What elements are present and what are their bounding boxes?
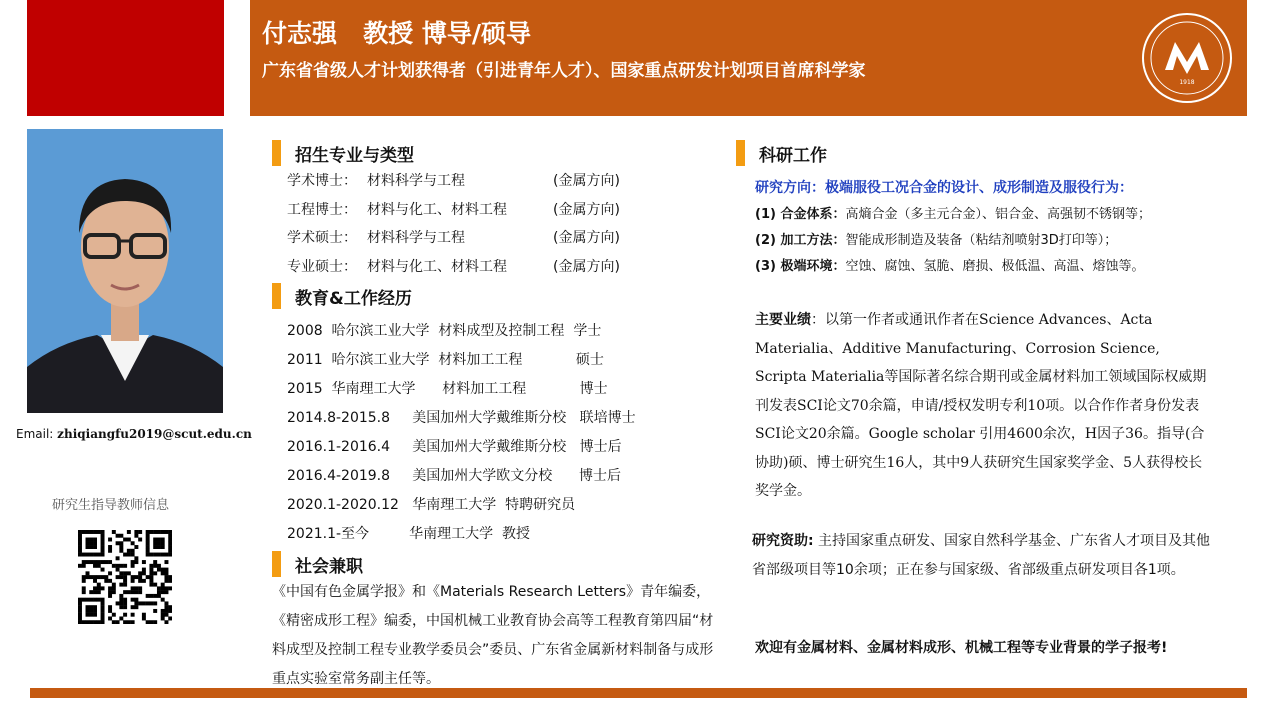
education-row: 2016.1-2016.4 美国加州大学戴维斯分校 博士后 — [287, 439, 622, 455]
research-item-label: (3) 极端环境： — [755, 259, 846, 274]
research-item-text: 智能成形制造及装备（粘结剂喷射3D打印等）； — [845, 233, 1118, 248]
education-row: 2008 哈尔滨工业大学 材料成型及控制工程 学士 — [287, 323, 602, 339]
funding-text: 主持国家重点研发、国家自然科学基金、广东省人才项目及其他省部级项目等10余项；正在参与国家级、省部级重点研发项目各1项。 — [752, 533, 1211, 578]
education-row: 2016.4-2019.8 美国加州大学欧文分校 博士后 — [287, 468, 621, 484]
section-education — [272, 283, 412, 309]
header-subtitle: 广东省省级人才计划获得者（引进青年人才）、国家重点研发计划项目首席科学家 — [262, 61, 866, 81]
admission-dir: (金属方向) — [553, 230, 620, 246]
section-bar — [272, 140, 281, 166]
guide-label: 研究生指导教师信息 — [52, 498, 170, 513]
admission-dir: (金属方向) — [553, 258, 620, 275]
section-bar — [272, 283, 281, 309]
section-research — [736, 140, 827, 166]
email-address[interactable]: zhiqiangfu2019@scut.edu.cn — [57, 427, 252, 441]
logo-year: 1918 — [1179, 79, 1195, 86]
funding-label: 研究资助: — [752, 533, 814, 549]
research-item — [755, 229, 1117, 248]
education-row: 2015 华南理工大学 材料加工工程 博士 — [287, 381, 608, 397]
research-item — [755, 203, 1151, 222]
section-title-education: 教育&工作经历 — [295, 288, 412, 309]
header-banner — [250, 0, 1247, 116]
service-text: 《中国有色金属学报》和《Materials Research Letters》青年编委，《精密成形工程》编委，中国机械工业教育协会高等工程教育第四届“材料成型及控制工程专业教学委员会”委员、广东省金属新材料制备与成形重点实验室常务副主任等。 — [272, 584, 714, 687]
red-corner-block — [27, 0, 224, 116]
footer-bar — [30, 688, 1247, 698]
section-admission — [272, 140, 414, 166]
admission-type: 学术硕士： — [287, 230, 357, 246]
section-service — [272, 551, 363, 577]
qr-code-icon — [78, 530, 172, 624]
research-item-label: (2) 加工方法： — [755, 233, 846, 248]
education-row: 2011 哈尔滨工业大学 材料加工工程 硕士 — [287, 352, 604, 368]
achievements-label: 主要业绩 — [755, 312, 811, 328]
admission-major: 材料科学与工程 — [367, 173, 465, 189]
section-bar — [736, 140, 745, 166]
section-title-research: 科研工作 — [759, 145, 827, 166]
portrait-photo — [27, 129, 223, 413]
section-title-admission: 招生专业与类型 — [295, 145, 414, 166]
welcome-message: 欢迎有金属材料、金属材料成形、机械工程等专业背景的学子报考! — [755, 640, 1168, 656]
email-label: Email: — [16, 427, 58, 441]
research-direction: 研究方向：极端服役工况合金的设计、成形制造及服役行为： — [755, 180, 1133, 196]
research-item-text: 高熵合金（多主元合金）、铝合金、高强韧不锈钢等； — [845, 207, 1151, 222]
education-row: 2020.1-2020.12 华南理工大学 特聘研究员 — [287, 497, 576, 513]
admission-type: 工程博士： — [287, 201, 357, 218]
header-name-title: 付志强 教授 博导/硕导 — [262, 19, 531, 48]
admission-type: 学术博士： — [287, 173, 357, 189]
university-logo-icon — [1141, 12, 1233, 104]
achievements-text: ：以第一作者或通讯作者在Science Advances、Acta Materialia、Additive Manufacturing、Corrosion Science, Scripta Materialia等国际著名综合期刊或金属材料加工领域国际权威期刊发表SCI论文70余篇，申请/授权发明专利10项。以合作作者身份发表SCI论文20余篇。Google scholar 引用4600余次，H因子36。指导(合协助)硕、博士研究生16人，其中9人获研究生国家奖学金、5人获得校长奖学金。 — [755, 312, 1207, 499]
education-row: 2014.8-2015.8 美国加州大学戴维斯分校 联培博士 — [287, 410, 636, 426]
education-row: 2021.1-至今 华南理工大学 教授 — [287, 526, 530, 542]
admission-major: 材料与化工、材料工程 — [367, 201, 507, 218]
funding-paragraph — [752, 527, 1212, 585]
research-item — [755, 255, 1144, 274]
achievements-paragraph — [755, 306, 1210, 506]
section-title-service: 社会兼职 — [295, 556, 363, 577]
section-bar — [272, 551, 281, 577]
research-item-text: 空蚀、腐蚀、氢脆、磨损、极低温、高温、熔蚀等。 — [845, 259, 1145, 274]
email-line — [16, 427, 252, 441]
admission-type: 专业硕士： — [287, 258, 357, 275]
research-item-label: (1) 合金体系： — [755, 207, 846, 222]
admission-dir: (金属方向) — [553, 201, 620, 218]
admission-dir: (金属方向) — [553, 173, 620, 189]
admission-major: 材料与化工、材料工程 — [367, 258, 507, 275]
admission-major: 材料科学与工程 — [367, 230, 465, 246]
